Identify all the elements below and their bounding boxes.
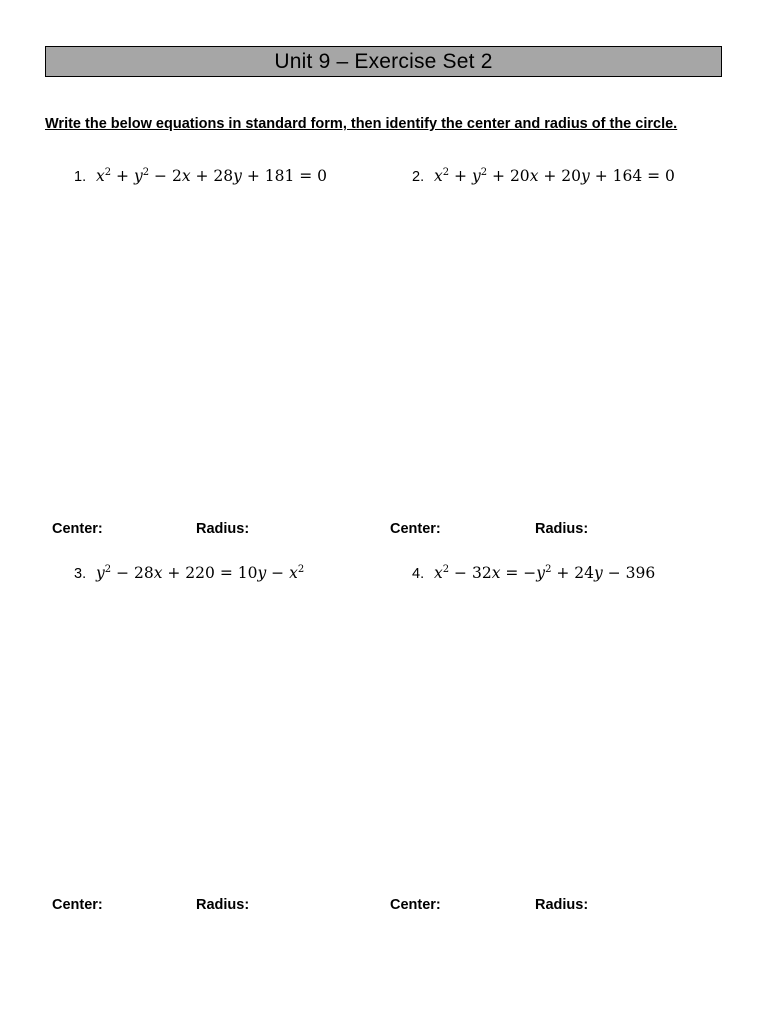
equation: $y^2 - 28x + 220 = 10y - x^2$ (96, 564, 305, 582)
problem-number: 4. (412, 566, 425, 582)
radius-label-1: Radius: (196, 521, 250, 537)
equation: $x^2 + y^2 + 20x + 20y + 164 = 0$ (434, 167, 675, 185)
center-label-3: Center: (52, 897, 103, 913)
radius-label-4: Radius: (535, 897, 589, 913)
problem-3 (74, 564, 304, 582)
title-bar (45, 46, 722, 77)
problem-1 (74, 167, 327, 185)
equation: $x^2 - 32x = -y^2 + 24y - 396$ (434, 564, 656, 582)
page-title: Unit 9 – Exercise Set 2 (274, 49, 493, 73)
radius-label-3: Radius: (196, 897, 250, 913)
problem-2 (412, 167, 675, 185)
equation: $x^2 + y^2 - 2x + 28y + 181 = 0$ (96, 167, 328, 185)
center-label-1: Center: (52, 521, 103, 537)
problem-4 (412, 564, 655, 582)
problem-number: 3. (74, 566, 87, 582)
radius-label-2: Radius: (535, 521, 589, 537)
problem-number: 2. (412, 169, 425, 185)
center-label-4: Center: (390, 897, 441, 913)
center-label-2: Center: (390, 521, 441, 537)
instructions: Write the below equations in standard form, then identify the center and radius of the circle. (45, 116, 678, 132)
problem-number: 1. (74, 169, 87, 185)
